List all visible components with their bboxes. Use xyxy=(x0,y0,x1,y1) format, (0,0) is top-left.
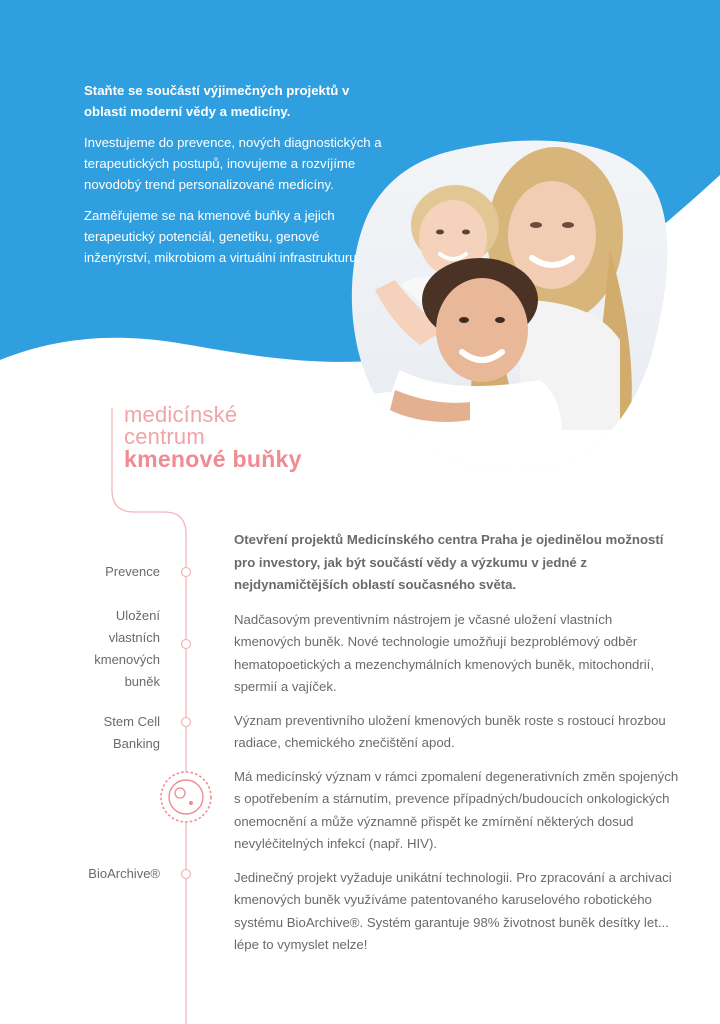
timeline-dot-stem-cell xyxy=(182,718,191,727)
content-paragraph-1: Nadčasovým preventivním nástrojem je včasné uložení vlastních kmenových buněk. Nové technologie umožňují bezproblémový odběr hematopoetických a mezenchymálních kmenových buněk, mitochondrií, spermií a vajíček. xyxy=(234,611,655,694)
side-label-stem-cell-line-1: Stem Cell xyxy=(103,714,160,729)
brand-line-3: kmenové buňky xyxy=(124,446,302,472)
hero-lead: Staňte se součástí výjimečných projektů v oblasti moderní vědy a medicíny. xyxy=(84,83,350,119)
side-label-stem-cell-line-2: Banking xyxy=(113,736,160,751)
hero-paragraph-1: Investujeme do prevence, nových diagnostických a terapeutických postupů, inovujeme a rozvíjíme novodobý trend personalizované medicíny. xyxy=(84,135,382,192)
timeline-dot-bioarchive xyxy=(182,870,191,879)
side-label-bioarchive: BioArchive® xyxy=(88,866,160,881)
brand-line-2: centrum xyxy=(124,424,205,449)
main-content xyxy=(234,529,679,968)
content-paragraph-4: Jedinečný projekt vyžaduje unikátní technologii. Pro zpracování a archivaci kmenových buněk využíváme patentovaného karuselového robotického systému BioArchive®. Systém garantuje 98% životnost buněk desítky let... lépe to vymyslet nelze! xyxy=(234,869,672,952)
side-label-ulozeni-line-4: buněk xyxy=(124,674,160,689)
timeline-dot-prevence xyxy=(182,568,191,577)
side-label-ulozeni-line-3: kmenových xyxy=(94,652,160,667)
side-label-ulozeni-line-2: vlastních xyxy=(108,630,160,645)
brand-line-1: medicínské xyxy=(124,402,238,427)
hero-paragraph-2: Zaměřujeme se na kmenové buňky a jejich terapeutický potenciál, genetiku, genové inženýrství, mikrobiom a virtuální infrastrukturu. xyxy=(84,208,361,265)
content-paragraph-3: Má medicínský význam v rámci zpomalení degenerativních změn spojených s opotřebením a stárnutím, prevence případných/budoucích onkologických onemocnění a může významně přispět ke zmírnění některých dosud nevyléčitelných infekcí (např. HIV). xyxy=(234,768,679,851)
content-lead: Otevření projektů Medicínského centra Praha je ojedinělou možností pro investory, jak být součástí vědy a výzkumu v jedné z nejdynamičtějších oblastí současného světa. xyxy=(234,532,664,592)
side-label-prevence: Prevence xyxy=(105,564,160,579)
side-label-ulozeni xyxy=(94,605,160,693)
side-label-stem-cell xyxy=(104,711,160,755)
cell-icon xyxy=(161,772,211,822)
timeline-dot-ulozeni xyxy=(182,640,191,649)
side-label-ulozeni-line-1: Uložení xyxy=(115,608,160,623)
hero-text-block xyxy=(84,80,384,278)
content-paragraph-2: Význam preventivního uložení kmenových buněk roste s rostoucí hrozbou radiace, chemického znečištění apod. xyxy=(234,712,666,750)
